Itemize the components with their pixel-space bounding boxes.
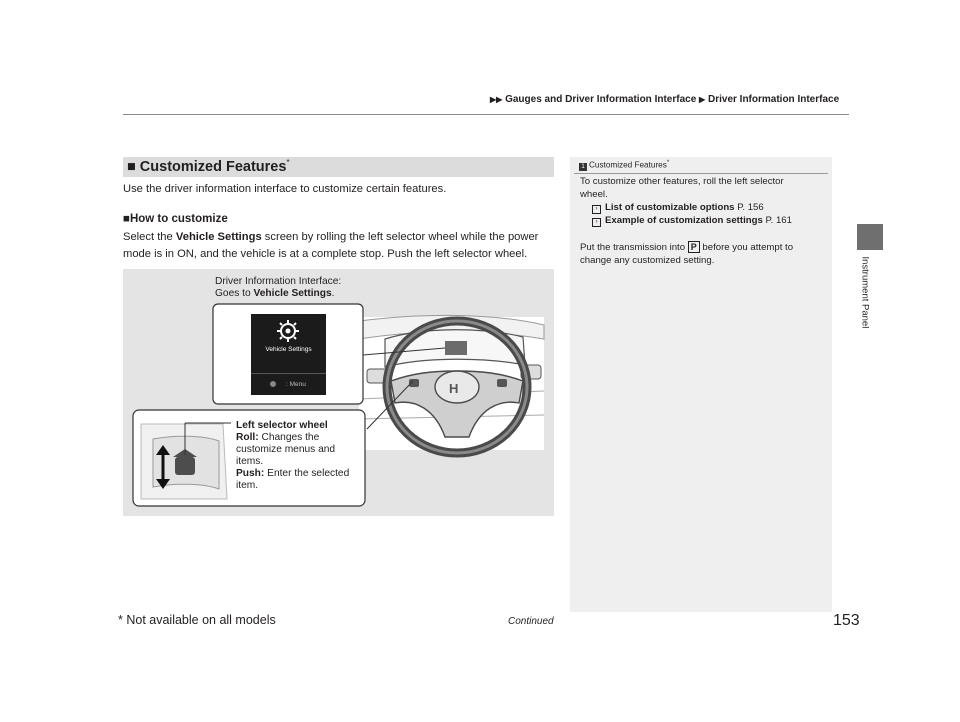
section-intro: Use the driver information interface to customize certain features. <box>123 183 447 195</box>
note-rule <box>574 173 828 174</box>
section-heading <box>123 157 554 177</box>
screen-menu-hint: : Menu <box>286 381 306 388</box>
note-link-2[interactable] <box>592 214 792 228</box>
subheading <box>123 213 228 225</box>
callout-top-pre: Goes to <box>215 288 254 299</box>
push-text-1: Enter the selected <box>264 468 350 479</box>
push-text-2: item. <box>236 480 259 491</box>
note-line-3 <box>580 241 793 255</box>
para-bold-vehicle-settings: Vehicle Settings <box>175 231 262 243</box>
page-number: 153 <box>833 612 860 629</box>
link-arrow-icon: › <box>592 218 601 227</box>
screen-title: Vehicle Settings <box>265 346 312 353</box>
note-link-1-label[interactable]: List of customizable options <box>605 202 735 213</box>
section-bullet-icon: ■ <box>127 158 136 175</box>
side-note <box>570 157 832 612</box>
note-title <box>579 160 669 171</box>
section-title: Customized Features <box>139 158 287 175</box>
link-arrow-icon: › <box>592 205 601 214</box>
callout-top-bold: Vehicle Settings <box>253 288 332 299</box>
chapter-label-text: Instrument Panel <box>859 256 871 329</box>
push-label: Push: <box>236 468 265 479</box>
breadcrumb-part-1[interactable]: Gauges and Driver Information Interface <box>505 94 697 105</box>
breadcrumb <box>490 94 839 105</box>
illustration-panel <box>123 269 554 516</box>
roll-text-1: Changes the <box>258 432 320 443</box>
chapter-tab <box>857 224 883 250</box>
note-link-1[interactable] <box>592 201 764 215</box>
instruction-paragraph <box>123 229 555 263</box>
svg-text:H: H <box>449 381 459 396</box>
breadcrumb-part-2[interactable]: Driver Information Interface <box>707 94 840 105</box>
chapter-label <box>854 256 871 340</box>
roll-text-2: customize menus and <box>236 444 336 455</box>
continued-label: Continued <box>508 616 554 627</box>
note-line-4: change any customized setting. <box>580 255 715 266</box>
breadcrumb-arrow-icon: ▶▶ <box>490 95 503 104</box>
note-line-2: wheel. <box>580 189 608 200</box>
note-title-mark: * <box>666 160 670 166</box>
gear-p-icon: P <box>688 241 700 253</box>
callout-top-post: . <box>331 288 335 299</box>
note-marker-icon: 1 <box>579 163 587 171</box>
roll-label: Roll: <box>236 432 259 443</box>
header-rule <box>123 114 849 115</box>
section-title-mark: * <box>286 158 290 167</box>
subheading-bullet-icon: ■ <box>123 213 130 225</box>
para-text-3: mode is in ON, and the vehicle is at a complete stop. Push the left selector wheel. <box>123 248 528 260</box>
breadcrumb-separator-icon: ▶ <box>699 95 706 104</box>
note-link-2-label[interactable]: Example of customization settings <box>605 215 763 226</box>
note-line-3-post: before you attempt to <box>699 242 794 253</box>
callout-bottom <box>236 420 364 492</box>
callout-push-line <box>236 468 364 480</box>
roll-text-3: items. <box>236 456 264 467</box>
para-text-1: Select the <box>123 231 176 243</box>
note-link-2-page[interactable]: P. 161 <box>762 215 792 226</box>
note-line-3-pre: Put the transmission into <box>580 242 688 253</box>
note-link-1-page[interactable]: P. 156 <box>734 202 764 213</box>
callout-top-line-1: Driver Information Interface: <box>215 276 342 287</box>
callout-top-line-2 <box>215 288 341 300</box>
callout-roll-line <box>236 432 364 444</box>
note-line-1: To customize other features, roll the left selector <box>580 176 784 187</box>
note-title-text: Customized Features <box>589 160 667 170</box>
footnote: * Not available on all models <box>118 613 276 627</box>
para-text-2: screen by rolling the left selector wheel while the power <box>261 231 539 243</box>
callout-top <box>215 276 341 300</box>
callout-bottom-title: Left selector wheel <box>236 420 328 431</box>
subheading-text: How to customize <box>129 213 228 225</box>
